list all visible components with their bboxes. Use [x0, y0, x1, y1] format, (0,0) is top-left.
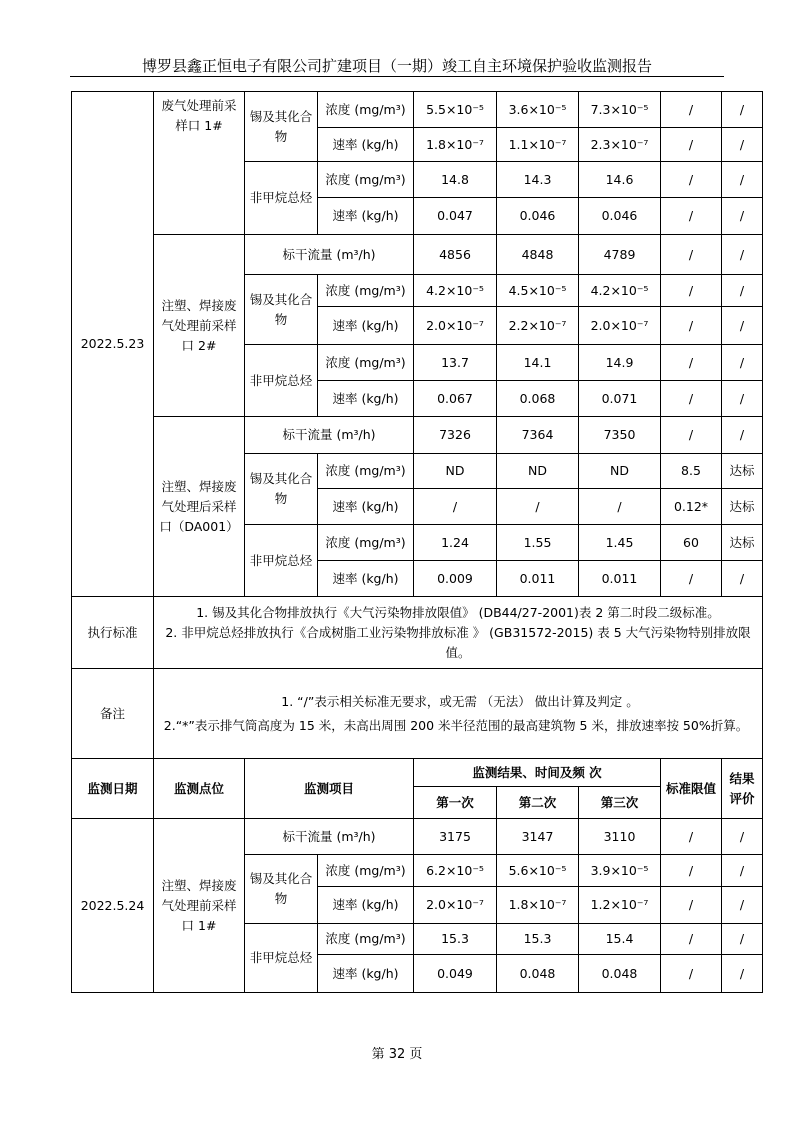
cell: /	[661, 235, 722, 275]
sampling-site: 注塑、焊接废气处理前采样口 2#	[154, 235, 245, 417]
cell: 0.049	[414, 955, 497, 993]
cell: 0.071	[579, 381, 661, 417]
page-number: 第 32 页	[371, 1047, 423, 1062]
label-conc: 浓度 (mg/m³)	[318, 275, 414, 307]
cell: /	[722, 275, 763, 307]
cell: 7326	[414, 417, 497, 454]
cell: /	[722, 198, 763, 235]
cell: /	[661, 924, 722, 955]
cell: 1.1×10⁻⁷	[497, 128, 579, 162]
table-row	[72, 92, 763, 128]
label-flow: 标干流量 (m³/h)	[245, 235, 414, 275]
item-nmhc: 非甲烷总烃	[245, 345, 318, 417]
remark-line: 2.“*”表示排气筒高度为 15 米，未高出周围 200 米半径范围的最高建筑物 5 米，排放速率按 50%折算。	[163, 717, 749, 733]
cell: /	[661, 92, 722, 128]
cell: /	[661, 855, 722, 887]
item-nmhc: 非甲烷总烃	[245, 924, 318, 993]
monitoring-table	[71, 91, 763, 993]
cell: 1.55	[497, 525, 579, 561]
cell: /	[661, 198, 722, 235]
cell: /	[579, 489, 661, 525]
cell: 15.3	[497, 924, 579, 955]
label-rate: 速率 (kg/h)	[318, 887, 414, 924]
monitoring-date: 2022.5.24	[72, 819, 154, 993]
label-conc: 浓度 (mg/m³)	[318, 454, 414, 489]
cell: 3.9×10⁻⁵	[579, 855, 661, 887]
label-conc: 浓度 (mg/m³)	[318, 924, 414, 955]
report-title: 博罗县鑫正恒电子有限公司扩建项目（一期）竣工自主环境保护验收监测报告	[141, 57, 652, 75]
monitoring-date: 2022.5.23	[72, 92, 154, 597]
cell: 4.5×10⁻⁵	[497, 275, 579, 307]
cell: /	[661, 955, 722, 993]
remarks-text	[154, 669, 763, 759]
cell: 1.2×10⁻⁷	[579, 887, 661, 924]
cell: 0.068	[497, 381, 579, 417]
cell: 0.12*	[661, 489, 722, 525]
cell: 0.011	[497, 561, 579, 597]
table-row	[72, 669, 763, 759]
standard-text	[154, 597, 763, 669]
cell: /	[661, 307, 722, 345]
header-first: 第一次	[414, 787, 497, 819]
cell: 14.6	[579, 162, 661, 198]
label-rate: 速率 (kg/h)	[318, 307, 414, 345]
cell: ND	[414, 454, 497, 489]
cell: /	[722, 345, 763, 381]
item-tin: 锡及其化合物	[245, 92, 318, 162]
sampling-site: 注塑、焊接废气处理后采样口（DA001）	[154, 417, 245, 597]
cell: 6.2×10⁻⁵	[414, 855, 497, 887]
header-date: 监测日期	[72, 759, 154, 819]
cell: /	[722, 819, 763, 855]
header-limit: 标准限值	[661, 759, 722, 819]
cell: 15.3	[414, 924, 497, 955]
cell: /	[722, 855, 763, 887]
cell: 1.24	[414, 525, 497, 561]
standard-line: 1. 锡及其化合物排放执行《大气污染物排放限值》 (DB44/27-2001)表 2 第二时段二级标准。	[196, 604, 720, 620]
cell: 5.5×10⁻⁵	[414, 92, 497, 128]
cell: 0.046	[497, 198, 579, 235]
sampling-site: 废气处理前采样口 1#	[154, 92, 245, 235]
cell: 15.4	[579, 924, 661, 955]
cell: 0.047	[414, 198, 497, 235]
cell: 4856	[414, 235, 497, 275]
cell: /	[722, 128, 763, 162]
cell: /	[661, 561, 722, 597]
label-rate: 速率 (kg/h)	[318, 489, 414, 525]
cell: /	[661, 417, 722, 454]
table-header-row	[72, 759, 763, 787]
cell: 13.7	[414, 345, 497, 381]
cell: 4.2×10⁻⁵	[414, 275, 497, 307]
cell: /	[661, 275, 722, 307]
cell: 达标	[722, 454, 763, 489]
label-rate: 速率 (kg/h)	[318, 198, 414, 235]
remark-line: 1. “/”表示相关标准无要求，或无需 （无法） 做出计算及判定 。	[281, 693, 639, 709]
cell: /	[661, 345, 722, 381]
item-tin: 锡及其化合物	[245, 275, 318, 345]
cell: 3147	[497, 819, 579, 855]
label-rate: 速率 (kg/h)	[318, 561, 414, 597]
header-second: 第二次	[497, 787, 579, 819]
cell: 1.8×10⁻⁷	[497, 887, 579, 924]
cell: /	[661, 381, 722, 417]
cell: /	[722, 924, 763, 955]
label-conc: 浓度 (mg/m³)	[318, 345, 414, 381]
item-nmhc: 非甲烷总烃	[245, 162, 318, 235]
cell: 4789	[579, 235, 661, 275]
label-conc: 浓度 (mg/m³)	[318, 92, 414, 128]
cell: 7364	[497, 417, 579, 454]
header-item: 监测项目	[245, 759, 414, 819]
header-result: 监测结果、时间及频 次	[414, 759, 661, 787]
cell: 1.45	[579, 525, 661, 561]
item-nmhc: 非甲烷总烃	[245, 525, 318, 597]
cell: 达标	[722, 525, 763, 561]
cell: /	[414, 489, 497, 525]
cell: /	[722, 887, 763, 924]
cell: 1.8×10⁻⁷	[414, 128, 497, 162]
cell: 3110	[579, 819, 661, 855]
header-third: 第三次	[579, 787, 661, 819]
table-row	[72, 819, 763, 855]
cell: /	[722, 561, 763, 597]
cell: /	[497, 489, 579, 525]
cell: /	[661, 819, 722, 855]
cell: /	[722, 955, 763, 993]
standard-label: 执行标准	[72, 597, 154, 669]
cell: 3175	[414, 819, 497, 855]
label-rate: 速率 (kg/h)	[318, 381, 414, 417]
table-row	[72, 597, 763, 669]
label-flow: 标干流量 (m³/h)	[245, 819, 414, 855]
cell: /	[722, 381, 763, 417]
cell: 7350	[579, 417, 661, 454]
cell: 2.3×10⁻⁷	[579, 128, 661, 162]
cell: 60	[661, 525, 722, 561]
label-conc: 浓度 (mg/m³)	[318, 855, 414, 887]
cell: 4848	[497, 235, 579, 275]
cell: 4.2×10⁻⁵	[579, 275, 661, 307]
cell: 2.2×10⁻⁷	[497, 307, 579, 345]
table-row	[72, 417, 763, 454]
label-rate: 速率 (kg/h)	[318, 955, 414, 993]
cell: /	[722, 307, 763, 345]
cell: 3.6×10⁻⁵	[497, 92, 579, 128]
cell: /	[722, 235, 763, 275]
cell: 0.011	[579, 561, 661, 597]
label-conc: 浓度 (mg/m³)	[318, 162, 414, 198]
cell: 8.5	[661, 454, 722, 489]
cell: 0.046	[579, 198, 661, 235]
cell: ND	[497, 454, 579, 489]
cell: 达标	[722, 489, 763, 525]
header-eval: 结果评价	[722, 759, 763, 819]
cell: 14.9	[579, 345, 661, 381]
cell: /	[661, 162, 722, 198]
cell: /	[661, 887, 722, 924]
cell: 0.048	[497, 955, 579, 993]
cell: 5.6×10⁻⁵	[497, 855, 579, 887]
header-site: 监测点位	[154, 759, 245, 819]
sampling-site: 注塑、焊接废气处理前采样口 1#	[154, 819, 245, 993]
cell: 14.1	[497, 345, 579, 381]
cell: 2.0×10⁻⁷	[579, 307, 661, 345]
cell: 0.009	[414, 561, 497, 597]
cell: 2.0×10⁻⁷	[414, 307, 497, 345]
cell: /	[722, 92, 763, 128]
header-divider	[70, 76, 724, 77]
cell: /	[661, 128, 722, 162]
label-rate: 速率 (kg/h)	[318, 128, 414, 162]
cell: 2.0×10⁻⁷	[414, 887, 497, 924]
item-tin: 锡及其化合物	[245, 454, 318, 525]
label-conc: 浓度 (mg/m³)	[318, 525, 414, 561]
label-flow: 标干流量 (m³/h)	[245, 417, 414, 454]
cell: /	[722, 417, 763, 454]
cell: /	[722, 162, 763, 198]
cell: 0.067	[414, 381, 497, 417]
item-tin: 锡及其化合物	[245, 855, 318, 924]
cell: 14.3	[497, 162, 579, 198]
remarks-label: 备注	[72, 669, 154, 759]
cell: 14.8	[414, 162, 497, 198]
cell: 0.048	[579, 955, 661, 993]
cell: ND	[579, 454, 661, 489]
table-row	[72, 235, 763, 275]
standard-line: 2. 非甲烷总烃排放执行《合成树脂工业污染物排放标准 》 (GB31572-2015) 表 5 大气污染物特别排放限值。	[165, 624, 751, 660]
cell: 7.3×10⁻⁵	[579, 92, 661, 128]
